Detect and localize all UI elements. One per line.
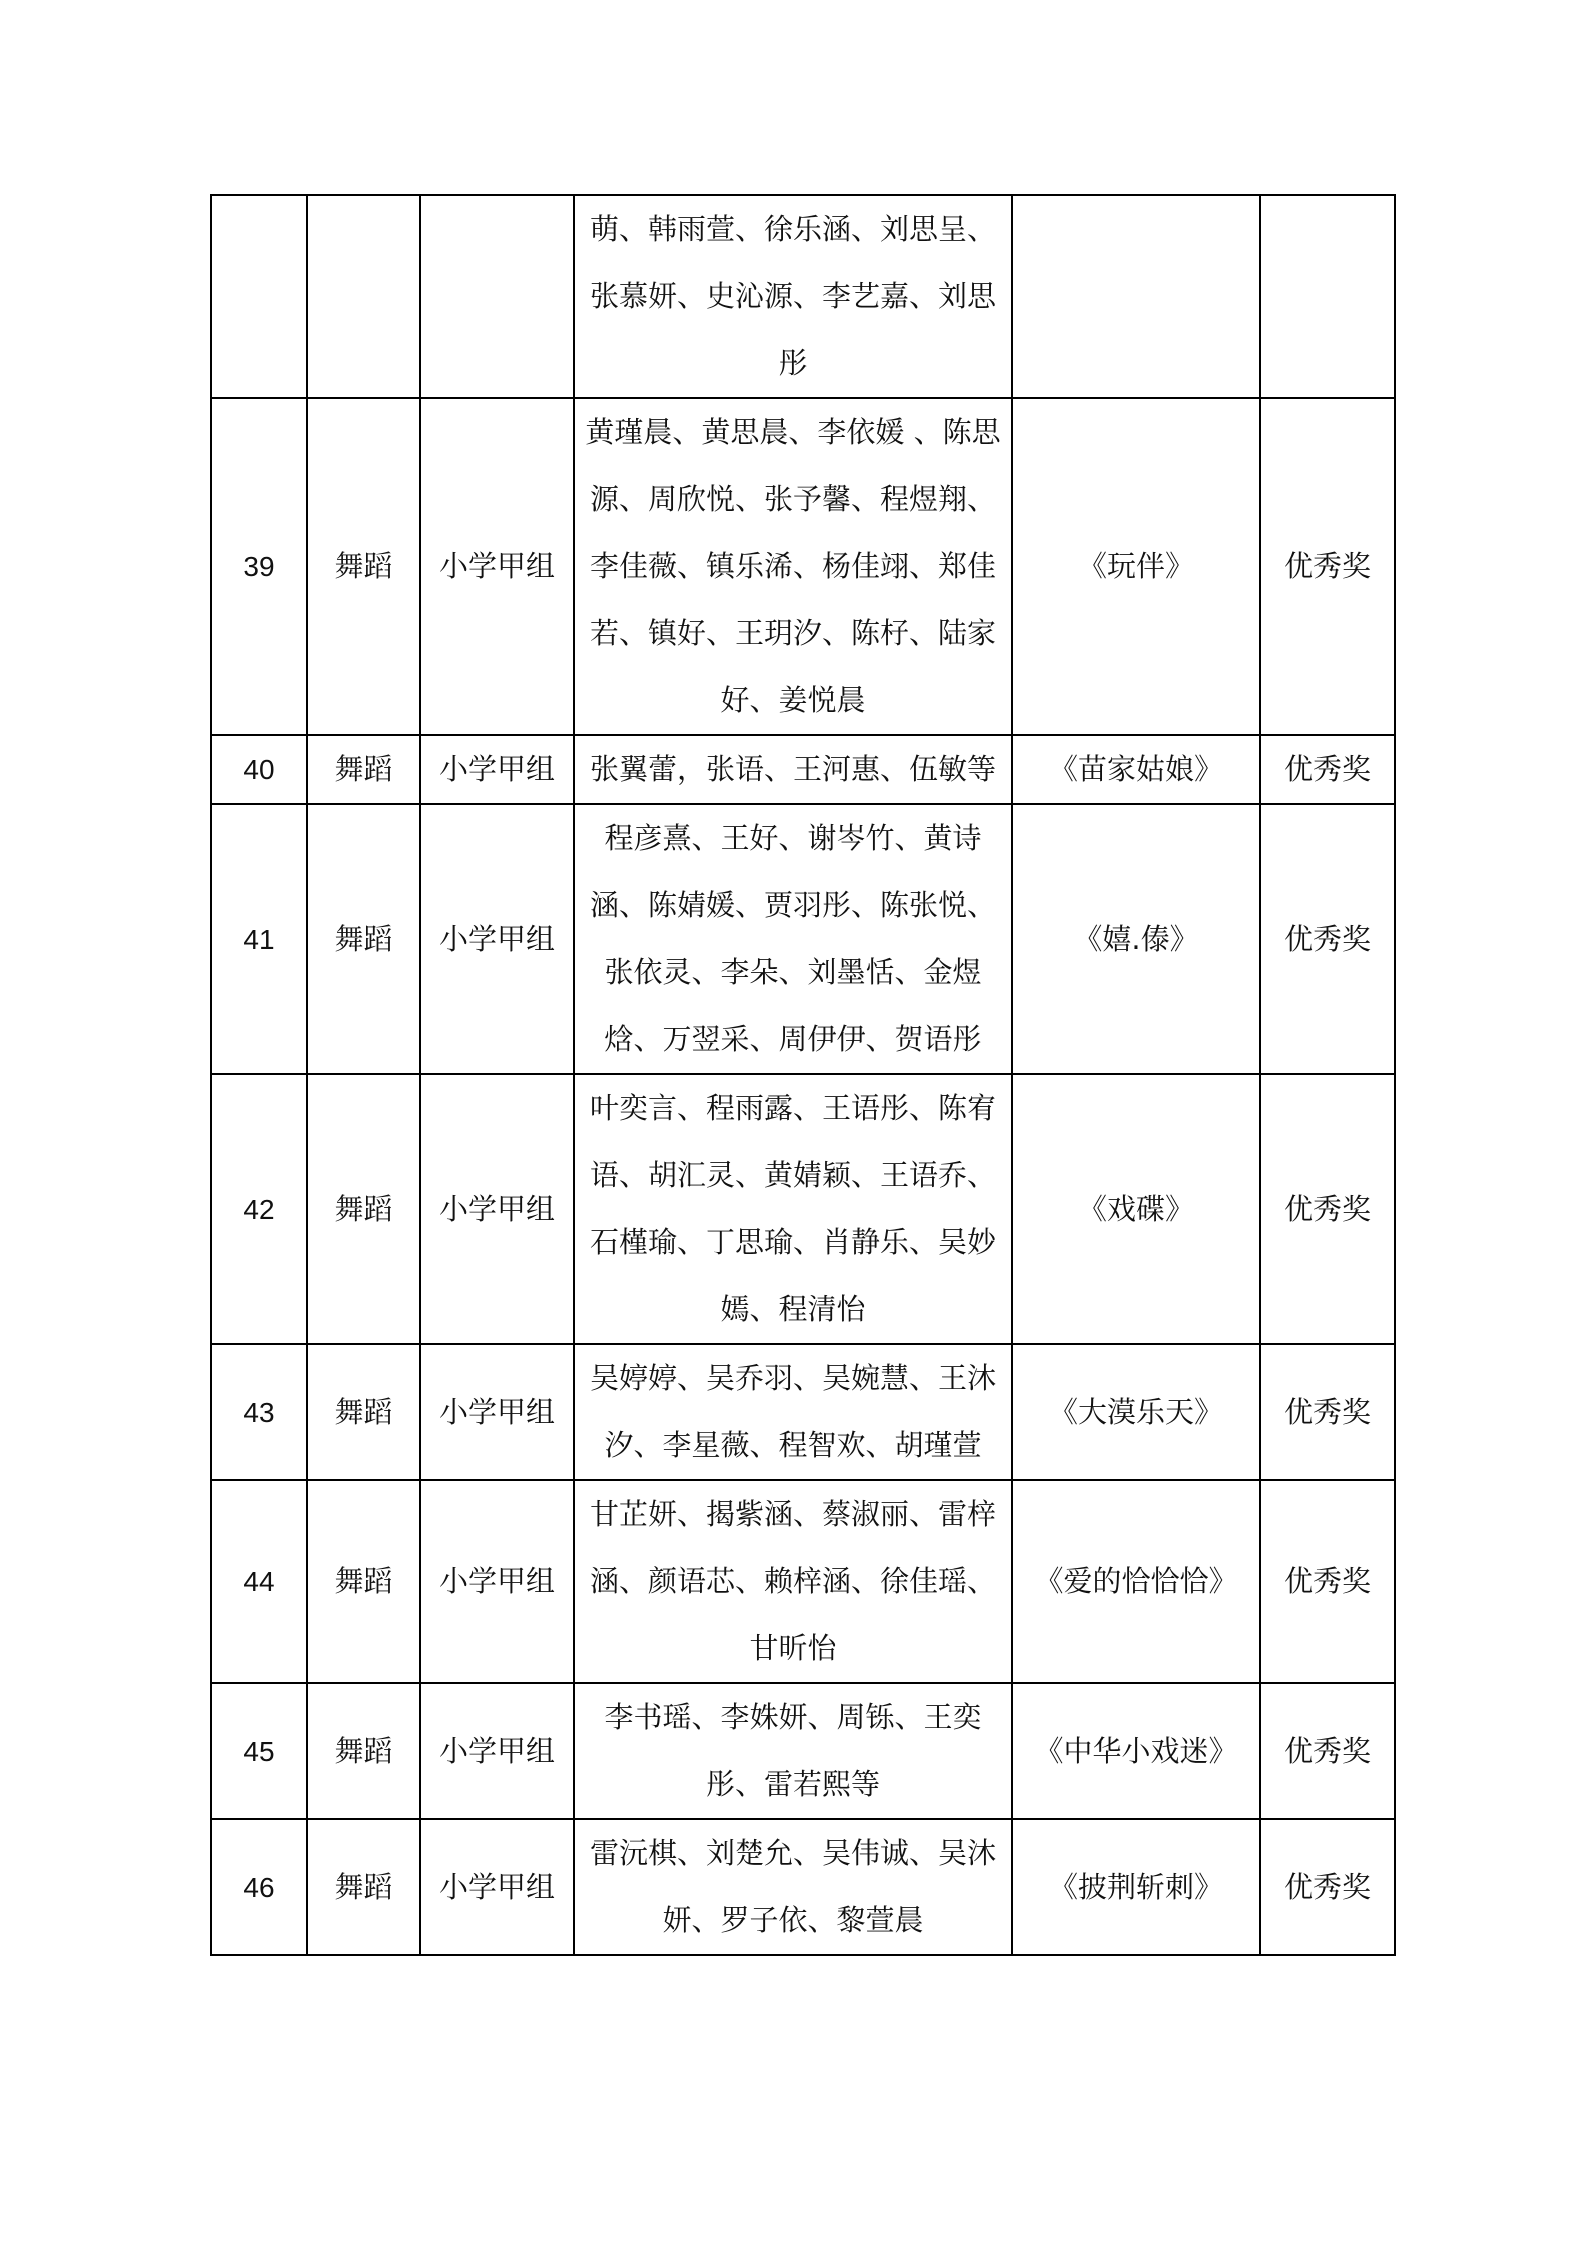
group-cell: 小学甲组 [420,398,574,735]
entry-number [211,195,307,398]
entry-number: 40 [211,735,307,804]
work-title-cell: 《爱的恰恰恰》 [1012,1480,1260,1683]
table-row [211,1074,1395,1344]
category-cell: 舞蹈 [307,398,420,735]
award-table [210,194,1396,1956]
performers-cell: 黄瑾晨、黄思晨、李依媛 、陈思源、周欣悦、张予馨、程煜翔、李佳薇、镇乐浠、杨佳翊、郑佳若、镇好、王玥汐、陈杍、陆家好、姜悦晨 [574,398,1012,735]
category-cell: 舞蹈 [307,1344,420,1480]
award-cell: 优秀奖 [1260,1074,1395,1344]
category-cell [307,195,420,398]
work-title-cell: 《戏碟》 [1012,1074,1260,1344]
award-cell: 优秀奖 [1260,398,1395,735]
entry-number: 44 [211,1480,307,1683]
entry-number: 43 [211,1344,307,1480]
award-cell: 优秀奖 [1260,735,1395,804]
category-cell: 舞蹈 [307,1480,420,1683]
entry-number: 41 [211,804,307,1074]
group-cell: 小学甲组 [420,735,574,804]
category-cell: 舞蹈 [307,1819,420,1955]
work-title-cell: 《大漠乐天》 [1012,1344,1260,1480]
entry-number: 42 [211,1074,307,1344]
work-title-cell: 《嬉.傣》 [1012,804,1260,1074]
work-title-cell: 《中华小戏迷》 [1012,1683,1260,1819]
performers-cell: 张翼蕾，张语、王河惠、伍敏等 [574,735,1012,804]
entry-number: 39 [211,398,307,735]
performers-cell: 叶奕言、程雨露、王语彤、陈宥语、胡汇灵、黄婧颖、王语乔、石槿瑜、丁思瑜、肖静乐、吴妙嫣、程清怡 [574,1074,1012,1344]
award-cell: 优秀奖 [1260,1480,1395,1683]
table-row [211,1480,1395,1683]
award-cell: 优秀奖 [1260,1683,1395,1819]
performers-cell: 萌、韩雨萱、徐乐涵、刘思呈、张慕妍、史沁源、李艺嘉、刘思彤 [574,195,1012,398]
table-row [211,398,1395,735]
award-cell: 优秀奖 [1260,1819,1395,1955]
award-cell [1260,195,1395,398]
category-cell: 舞蹈 [307,1683,420,1819]
performers-cell: 雷沅棋、刘楚允、吴伟诚、吴沐妍、罗子依、黎萱晨 [574,1819,1012,1955]
table-row [211,1683,1395,1819]
work-title-cell: 《披荆斩刺》 [1012,1819,1260,1955]
award-cell: 优秀奖 [1260,804,1395,1074]
work-title-cell: 《玩伴》 [1012,398,1260,735]
performers-cell: 吴婷婷、吴乔羽、吴婉慧、王沐汐、李星薇、程智欢、胡瑾萱 [574,1344,1012,1480]
category-cell: 舞蹈 [307,735,420,804]
group-cell: 小学甲组 [420,1480,574,1683]
table-row [211,1819,1395,1955]
entry-number: 46 [211,1819,307,1955]
category-cell: 舞蹈 [307,804,420,1074]
group-cell: 小学甲组 [420,1074,574,1344]
category-cell: 舞蹈 [307,1074,420,1344]
table-row [211,1344,1395,1480]
entry-number: 45 [211,1683,307,1819]
group-cell: 小学甲组 [420,1344,574,1480]
table-row [211,195,1395,398]
table-row [211,804,1395,1074]
work-title-cell [1012,195,1260,398]
award-cell: 优秀奖 [1260,1344,1395,1480]
performers-cell: 李书瑶、李姝妍、周铄、王奕彤、雷若熙等 [574,1683,1012,1819]
performers-cell: 程彦熹、王好、谢岑竹、黄诗涵、陈婧媛、贾羽彤、陈张悦、张依灵、李朵、刘墨恬、金煜焓、万翌采、周伊伊、贺语彤 [574,804,1012,1074]
group-cell: 小学甲组 [420,1819,574,1955]
work-title-cell: 《苗家姑娘》 [1012,735,1260,804]
group-cell [420,195,574,398]
performers-cell: 甘芷妍、揭紫涵、蔡淑丽、雷梓涵、颜语芯、赖梓涵、徐佳瑶、甘昕怡 [574,1480,1012,1683]
group-cell: 小学甲组 [420,1683,574,1819]
group-cell: 小学甲组 [420,804,574,1074]
table-row [211,735,1395,804]
